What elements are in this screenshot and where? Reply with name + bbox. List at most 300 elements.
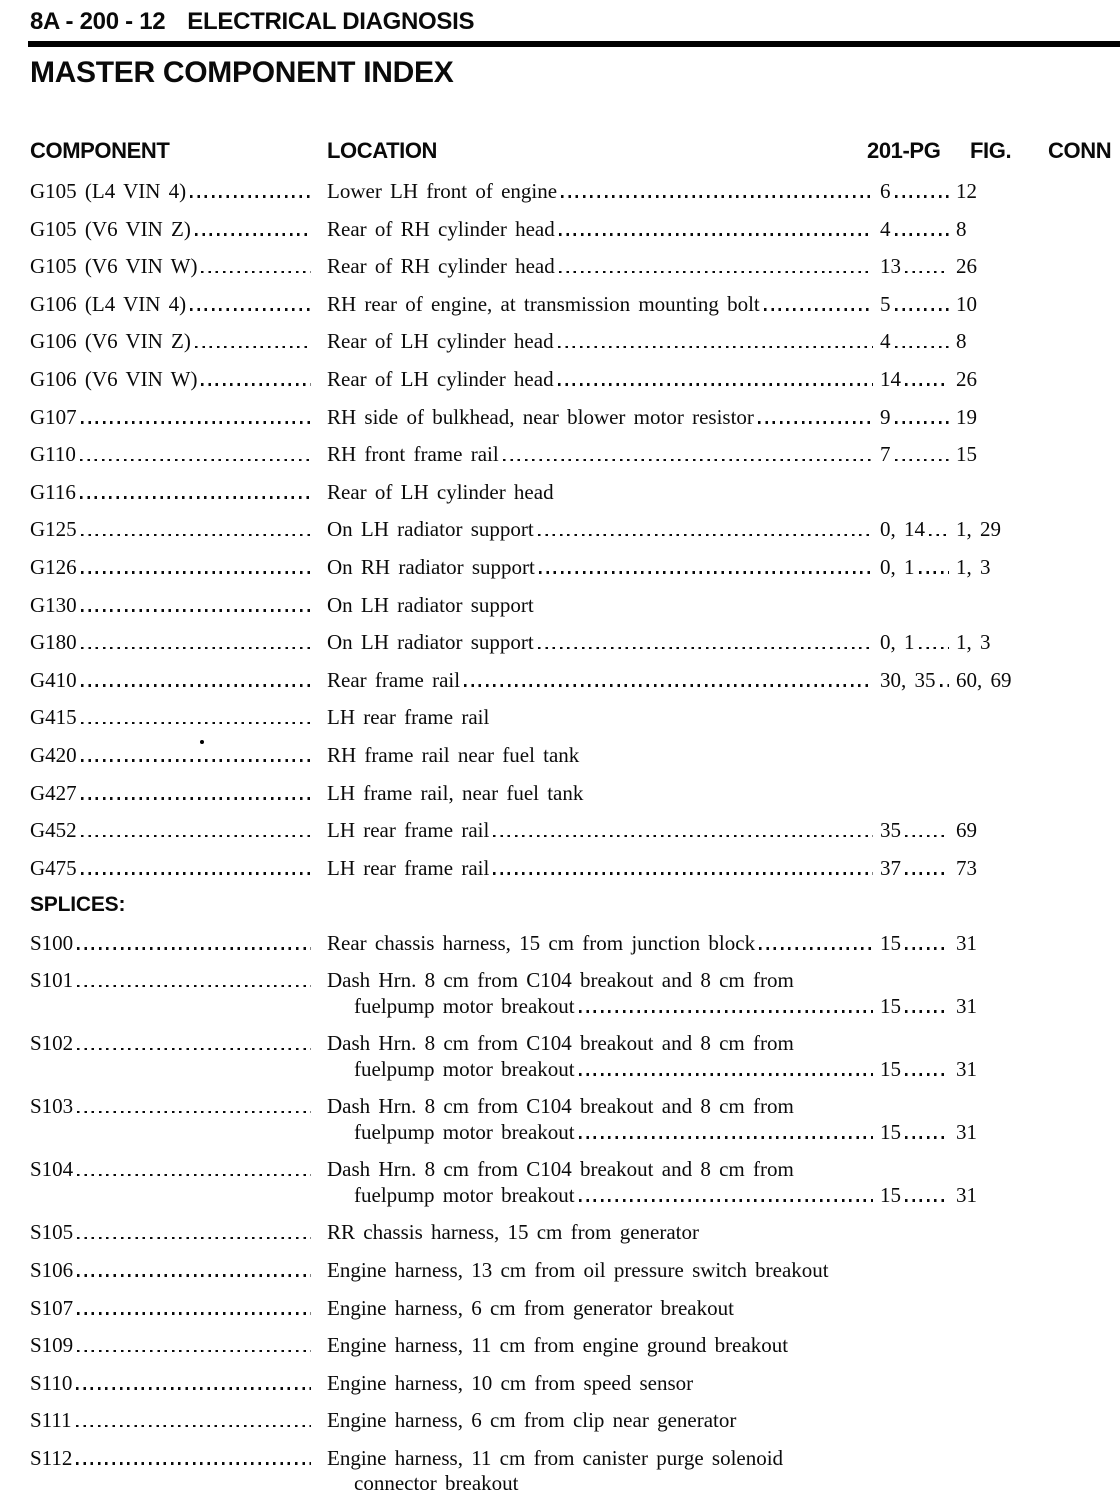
dot-leader <box>195 233 311 236</box>
component-label: G125 <box>30 517 77 542</box>
dot-leader <box>81 609 311 612</box>
table-row <box>30 968 1112 993</box>
dot-leader <box>929 534 949 537</box>
fig-cell <box>956 292 1032 317</box>
dot-leader <box>895 459 950 462</box>
page-ref: 30, 35 <box>880 667 936 692</box>
dot-leader <box>493 872 873 875</box>
component-label: G106 (V6 VIN Z) <box>30 329 191 354</box>
location-cell <box>327 1333 880 1358</box>
component-cell <box>30 1157 327 1182</box>
page-ref: 35 <box>880 818 901 843</box>
table-row <box>30 555 1112 593</box>
page-ref: 15 <box>880 1119 901 1144</box>
grounds-table-body <box>30 179 1112 893</box>
location-cell <box>327 179 880 204</box>
dot-leader <box>195 346 311 349</box>
table-column-headers <box>30 138 1112 164</box>
fig-ref: 26 <box>956 254 977 279</box>
component-label: G415 <box>30 705 77 730</box>
dot-leader <box>81 534 311 537</box>
location-cell <box>327 1408 880 1433</box>
location-text: Engine harness, 6 cm from clip near generator <box>327 1408 737 1433</box>
location-text: Rear of RH cylinder head <box>327 254 555 279</box>
dot-leader <box>81 647 311 650</box>
page-cell <box>880 217 956 242</box>
table-row <box>30 1296 1112 1334</box>
location-text: Rear of RH cylinder head <box>327 216 555 241</box>
dot-leader <box>464 684 873 687</box>
fig-cell <box>956 555 1032 580</box>
fig-ref: 8 <box>956 329 967 354</box>
page-cell <box>880 931 956 956</box>
component-label: S109 <box>30 1333 74 1358</box>
page-cell <box>880 818 956 843</box>
page-cell <box>880 254 956 279</box>
dot-leader <box>77 1274 311 1277</box>
dot-leader <box>919 571 950 574</box>
fig-cell <box>956 405 1032 430</box>
dot-leader <box>493 835 873 838</box>
location-text: RH side of bulkhead, near blower motor resistor <box>327 404 754 429</box>
fig-ref: 8 <box>956 216 967 241</box>
fig-cell <box>956 517 1032 542</box>
table-row <box>30 1094 1112 1119</box>
page-ref: 7 <box>880 442 891 467</box>
dot-leader <box>764 308 873 311</box>
location-cell <box>327 1157 880 1182</box>
dot-leader <box>190 308 311 311</box>
page-cell <box>880 367 956 392</box>
dot-leader <box>919 647 950 650</box>
location-cell <box>327 931 880 956</box>
dot-leader <box>80 459 311 462</box>
dot-leader <box>201 383 311 386</box>
dot-leader <box>905 1073 949 1076</box>
page-cell <box>880 1120 956 1145</box>
page-cell <box>880 1183 956 1208</box>
location-cell <box>327 1031 880 1056</box>
table-row <box>30 329 1112 367</box>
location-text: Engine harness, 10 cm from speed sensor <box>327 1370 694 1395</box>
table-row <box>30 1333 1112 1371</box>
fig-cell <box>956 254 1032 279</box>
page-title: MASTER COMPONENT INDEX <box>30 56 454 89</box>
dot-leader <box>579 1136 873 1139</box>
fig-ref: 60, 69 <box>956 667 1012 692</box>
table-row <box>30 818 1112 856</box>
fig-ref: 73 <box>956 855 977 880</box>
location-cell <box>327 1183 880 1208</box>
component-label: S110 <box>30 1370 73 1395</box>
location-cell <box>327 968 880 993</box>
page-ref: 13 <box>880 254 901 279</box>
component-cell <box>30 1408 327 1433</box>
component-cell <box>30 593 327 618</box>
dot-leader <box>758 421 873 424</box>
page-ref: 6 <box>880 179 891 203</box>
column-header-page-cell <box>867 138 956 164</box>
location-text: LH rear frame rail <box>327 818 490 843</box>
component-cell <box>30 743 327 768</box>
dot-leader <box>77 985 311 988</box>
table-row <box>30 179 1112 217</box>
page-ref: 4 <box>880 216 891 241</box>
page-cell <box>880 856 956 881</box>
location-cell <box>327 630 880 655</box>
fig-cell <box>956 217 1032 242</box>
dot-leader <box>77 1237 311 1240</box>
fig-cell <box>956 1183 1032 1208</box>
fig-cell <box>956 367 1032 392</box>
fig-ref: 31 <box>956 993 977 1018</box>
location-text: fuelpump motor breakout <box>354 1182 575 1207</box>
column-header-location: LOCATION <box>327 138 438 163</box>
fig-cell <box>956 1120 1032 1145</box>
component-label: S105 <box>30 1220 74 1245</box>
dot-leader <box>905 1136 949 1139</box>
location-text: On LH radiator support <box>327 630 534 655</box>
dot-leader <box>81 722 311 725</box>
dot-leader <box>940 684 950 687</box>
component-label: G105 (L4 VIN 4) <box>30 179 187 203</box>
location-cell <box>327 442 880 467</box>
page-ref: 15 <box>880 930 901 955</box>
component-cell <box>30 630 327 655</box>
dot-leader <box>81 684 311 687</box>
component-cell <box>30 705 327 730</box>
dot-leader <box>905 872 949 875</box>
dot-leader <box>905 947 949 950</box>
dot-leader <box>579 1199 873 1202</box>
location-text: fuelpump motor breakout <box>354 993 575 1018</box>
dot-leader <box>81 872 311 875</box>
component-cell <box>30 1094 327 1119</box>
table-row <box>30 593 1112 631</box>
page-cell <box>880 555 956 580</box>
location-cell <box>327 329 880 354</box>
component-cell <box>30 1446 327 1471</box>
location-cell <box>327 405 880 430</box>
location-cell <box>327 1471 880 1496</box>
component-cell <box>30 1258 327 1283</box>
location-cell <box>327 1120 880 1145</box>
column-header-location-cell <box>327 138 880 164</box>
fig-cell <box>956 994 1032 1019</box>
location-text: Engine harness, 11 cm from canister purge solenoid <box>327 1445 784 1470</box>
page-cell <box>880 1057 956 1082</box>
fig-ref: 26 <box>956 366 977 391</box>
location-cell <box>327 254 880 279</box>
component-cell <box>30 254 327 279</box>
component-cell <box>30 856 327 881</box>
table-row <box>30 480 1112 518</box>
dot-leader <box>895 421 950 424</box>
table-row <box>30 668 1112 706</box>
table-row <box>30 1120 1112 1158</box>
dot-leader <box>81 797 311 800</box>
component-label: S107 <box>30 1295 74 1320</box>
component-cell <box>30 555 327 580</box>
dot-leader <box>559 233 873 236</box>
page-ref: 0, 1 <box>880 630 915 655</box>
dot-leader <box>759 947 873 950</box>
section-title: ELECTRICAL DIAGNOSIS <box>187 8 475 35</box>
page-ref: 15 <box>880 1056 901 1081</box>
dot-leader <box>538 647 873 650</box>
location-text: Engine harness, 6 cm from generator breakout <box>327 1295 734 1320</box>
component-label: G110 <box>30 442 76 467</box>
page-ref: 0, 1 <box>880 554 915 579</box>
dot-leader <box>905 835 949 838</box>
location-text: Dash Hrn. 8 cm from C104 breakout and 8 cm from <box>327 1157 794 1182</box>
location-text: Lower LH front of engine <box>327 179 558 203</box>
component-label: S112 <box>30 1445 73 1470</box>
component-cell <box>30 781 327 806</box>
component-label: G475 <box>30 855 77 880</box>
location-text: Engine harness, 11 cm from engine ground breakout <box>327 1333 789 1358</box>
dot-leader <box>80 496 311 499</box>
table-row <box>30 517 1112 555</box>
page-cell <box>880 405 956 430</box>
column-header-component: COMPONENT <box>30 138 170 163</box>
component-cell <box>30 1333 327 1358</box>
column-header-page: 201-PG <box>867 138 941 163</box>
fig-cell <box>956 442 1032 467</box>
location-text: fuelpump motor breakout <box>354 1119 575 1144</box>
component-label: G126 <box>30 554 77 579</box>
dot-leader <box>81 571 311 574</box>
header-rule <box>28 41 1120 47</box>
dot-leader <box>579 1073 873 1076</box>
location-cell <box>327 367 880 392</box>
component-cell <box>30 367 327 392</box>
table-row <box>30 1371 1112 1409</box>
component-cell <box>30 1371 327 1396</box>
fig-cell <box>956 668 1032 693</box>
table-row <box>30 292 1112 330</box>
location-text: Rear of LH cylinder head <box>327 366 554 391</box>
fig-ref: 69 <box>956 818 977 843</box>
location-cell <box>327 856 880 881</box>
location-text: fuelpump motor breakout <box>354 1056 575 1081</box>
component-label: S111 <box>30 1408 72 1433</box>
component-cell <box>30 292 327 317</box>
component-cell <box>30 931 327 956</box>
location-text: Dash Hrn. 8 cm from C104 breakout and 8 cm from <box>327 968 794 993</box>
component-label: G180 <box>30 630 77 655</box>
column-header-conn: CONN <box>1048 138 1112 163</box>
location-cell <box>327 1220 880 1245</box>
location-cell <box>327 480 880 505</box>
page-ref: 0, 14 <box>880 517 925 542</box>
page-cell <box>880 668 956 693</box>
location-text: RR chassis harness, 15 cm from generator <box>327 1220 699 1245</box>
component-cell <box>30 480 327 505</box>
dot-leader <box>905 271 949 274</box>
component-label: S106 <box>30 1258 74 1282</box>
component-cell <box>30 818 327 843</box>
page-cell <box>880 517 956 542</box>
location-cell <box>327 1094 880 1119</box>
table-row <box>30 705 1112 743</box>
component-label: G130 <box>30 592 77 617</box>
dot-leader <box>503 459 873 462</box>
fig-ref: 1, 3 <box>956 554 991 579</box>
location-text: RH rear of engine, at transmission mounting bolt <box>327 291 760 316</box>
dot-leader <box>558 383 873 386</box>
fig-cell <box>956 818 1032 843</box>
splices-heading: SPLICES: <box>30 893 126 917</box>
component-cell <box>30 442 327 467</box>
component-label: S102 <box>30 1031 74 1056</box>
location-cell <box>327 517 880 542</box>
component-cell <box>30 405 327 430</box>
component-cell <box>30 1031 327 1056</box>
component-cell <box>30 217 327 242</box>
page-header <box>30 8 1112 36</box>
column-header-conn-cell <box>1032 138 1112 164</box>
dot-leader <box>190 195 311 198</box>
table-row <box>30 1220 1112 1258</box>
component-label: G105 (V6 VIN Z) <box>30 216 191 241</box>
location-text: On LH radiator support <box>327 592 534 617</box>
dot-leader <box>77 947 311 950</box>
splices-table-body <box>30 931 1112 1504</box>
page-ref: 4 <box>880 329 891 354</box>
component-label: G106 (V6 VIN W) <box>30 366 198 391</box>
component-label: G427 <box>30 780 77 805</box>
page-cell <box>880 329 956 354</box>
location-text: connector breakout <box>354 1471 519 1496</box>
dot-leader <box>559 271 873 274</box>
dot-leader <box>895 308 950 311</box>
location-cell <box>327 217 880 242</box>
table-row <box>30 931 1112 969</box>
table-row <box>30 1258 1112 1296</box>
component-label: G420 <box>30 742 77 767</box>
fig-cell <box>956 630 1032 655</box>
location-cell <box>327 668 880 693</box>
fig-ref: 31 <box>956 930 977 955</box>
dot-leader <box>561 195 873 198</box>
page-ref: 37 <box>880 855 901 880</box>
column-header-fig-cell <box>956 138 1032 164</box>
location-text: LH rear frame rail <box>327 705 490 730</box>
page-cell <box>880 442 956 467</box>
page-ref: 15 <box>880 993 901 1018</box>
table-row <box>30 994 1112 1032</box>
location-cell <box>327 781 880 806</box>
scan-artifact-dot <box>200 740 204 744</box>
component-cell <box>30 517 327 542</box>
dot-leader <box>81 421 311 424</box>
fig-cell <box>956 329 1032 354</box>
location-text: RH front frame rail <box>327 442 499 467</box>
table-row <box>30 442 1112 480</box>
fig-cell <box>956 179 1032 204</box>
dot-leader <box>579 1010 873 1013</box>
component-cell <box>30 179 327 204</box>
component-label: G106 (L4 VIN 4) <box>30 291 187 316</box>
location-text: Dash Hrn. 8 cm from C104 breakout and 8 cm from <box>327 1031 794 1056</box>
page-cell <box>880 292 956 317</box>
component-cell <box>30 329 327 354</box>
component-label: G105 (V6 VIN W) <box>30 254 198 279</box>
dot-leader <box>76 1425 311 1428</box>
location-text: LH frame rail, near fuel tank <box>327 780 584 805</box>
dot-leader <box>905 1199 949 1202</box>
column-header-fig: FIG. <box>970 138 1012 163</box>
page-number: 8A - 200 - 12 <box>30 8 166 35</box>
component-label: G410 <box>30 667 77 692</box>
location-cell <box>327 1446 880 1471</box>
dot-leader <box>539 571 873 574</box>
dot-leader <box>81 835 311 838</box>
location-text: Dash Hrn. 8 cm from C104 breakout and 8 cm from <box>327 1094 794 1119</box>
location-text: Engine harness, 13 cm from oil pressure switch breakout <box>327 1258 829 1282</box>
dot-leader <box>558 346 873 349</box>
table-row <box>30 405 1112 443</box>
component-cell <box>30 1296 327 1321</box>
dot-leader <box>77 1174 311 1177</box>
dot-leader <box>77 1111 311 1114</box>
location-text: On LH radiator support <box>327 517 534 542</box>
table-row <box>30 217 1112 255</box>
location-text: Rear frame rail <box>327 667 461 692</box>
table-row <box>30 254 1112 292</box>
location-cell <box>327 555 880 580</box>
dot-leader <box>895 233 950 236</box>
page-ref: 15 <box>880 1182 901 1207</box>
column-header-component-cell <box>30 138 327 164</box>
page-ref: 14 <box>880 366 901 391</box>
table-row <box>30 781 1112 819</box>
component-cell <box>30 668 327 693</box>
dot-leader <box>77 1350 311 1353</box>
location-text: Rear chassis harness, 15 cm from junction block <box>327 930 756 955</box>
dot-leader <box>905 1010 949 1013</box>
table-row <box>30 743 1112 781</box>
fig-ref: 19 <box>956 404 977 429</box>
location-text: Rear of LH cylinder head <box>327 479 554 504</box>
location-text: RH frame rail near fuel tank <box>327 742 580 767</box>
location-cell <box>327 818 880 843</box>
table-row <box>30 367 1112 405</box>
fig-ref: 1, 29 <box>956 517 1001 542</box>
table-row <box>30 1031 1112 1056</box>
dot-leader <box>905 383 949 386</box>
fig-ref: 31 <box>956 1056 977 1081</box>
table-row <box>30 1446 1112 1471</box>
dot-leader <box>76 1387 311 1390</box>
location-cell <box>327 1296 880 1321</box>
dot-leader <box>76 1462 311 1465</box>
fig-ref: 31 <box>956 1119 977 1144</box>
component-cell <box>30 1220 327 1245</box>
dot-leader <box>538 534 873 537</box>
location-text: On RH radiator support <box>327 554 535 579</box>
table-row <box>30 630 1112 668</box>
location-cell <box>327 1258 880 1283</box>
location-text: Rear of LH cylinder head <box>327 329 554 354</box>
component-label: S104 <box>30 1157 74 1182</box>
page-ref: 5 <box>880 291 891 316</box>
fig-ref: 10 <box>956 291 977 316</box>
location-cell <box>327 743 880 768</box>
table-row <box>30 1471 1112 1504</box>
fig-ref: 1, 3 <box>956 630 991 655</box>
